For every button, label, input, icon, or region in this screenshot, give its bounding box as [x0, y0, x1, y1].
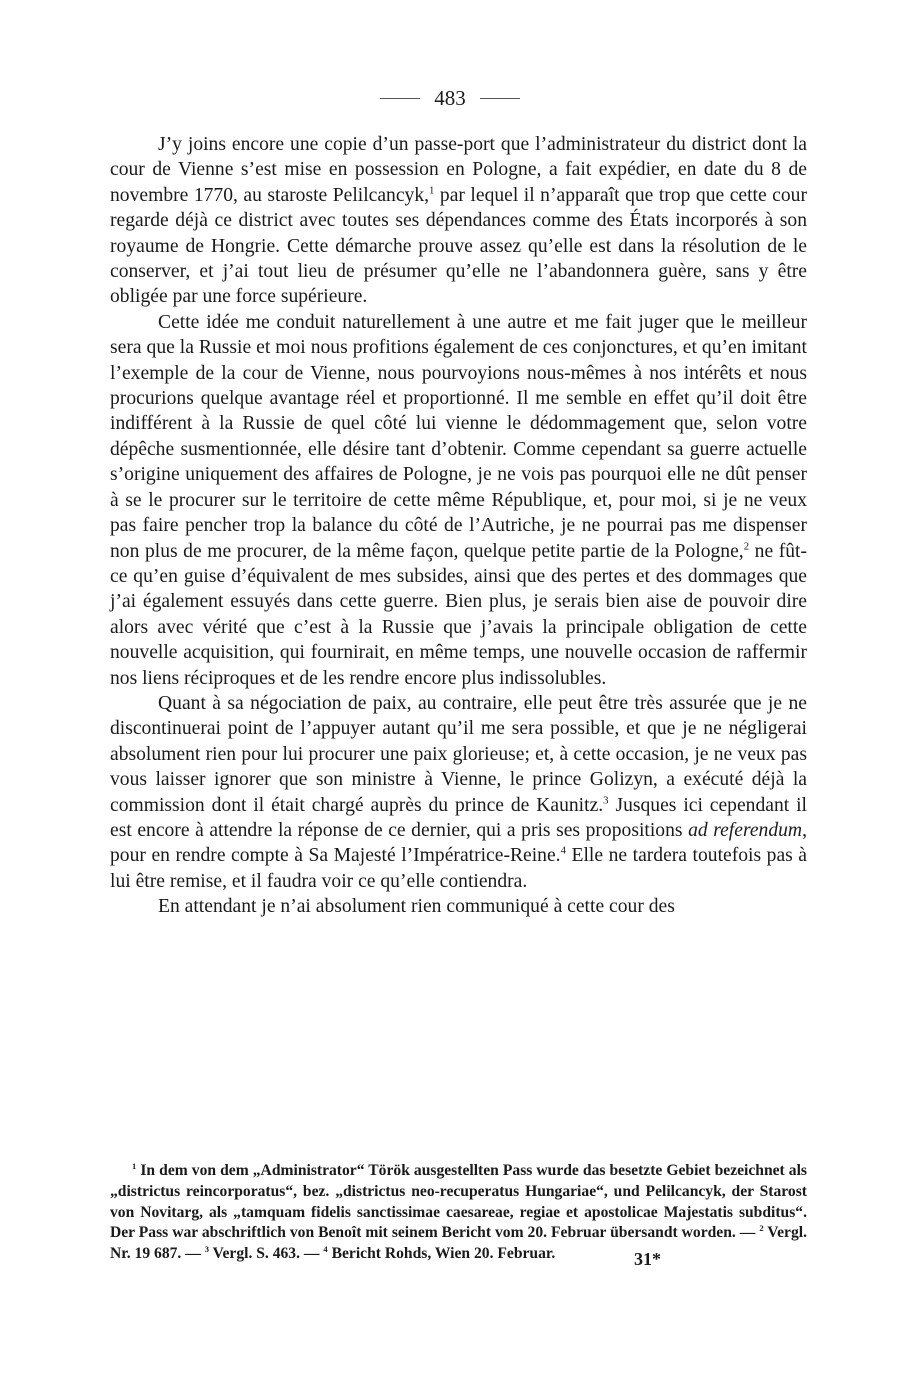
body-text [110, 132, 807, 920]
footnote-marker: 3 [204, 1244, 210, 1254]
text-run: En attendant je n’ai absolument rien communiqué à cette cour des [158, 896, 675, 918]
footnote-marker: 1 [132, 1160, 137, 1171]
text-run: J’y joins encore une copie d’un passe-port que l’administrateur du district dont la cour de Vienne s’est mise en possession en Pologne, a fait expédier, en date du 8 de novembre 1770, au staroste Pelilcancyk, [110, 134, 807, 206]
text-run: par lequel il n’apparaît que trop que cette cour regarde déjà ce district avec toutes ses dépendances comme des États incorporés à son royaume de Hongrie. Cette démarche prouve assez qu’elle est dans la résolution de le conserver, et j’ai tout lieu de présumer qu’elle ne l’abandonnera guère, sans y être obligée par une force supérieure. [110, 184, 807, 308]
footnote-marker: 1 [429, 184, 435, 197]
text-run: Vergl. Nr. 19 687. — [110, 1224, 807, 1263]
text-run: Quant à sa négociation de paix, au contraire, elle peut être très assurée que je ne discontinuerai point de l’appuyer autant qu’il me sera possible, et que je ne négligerai absolument rien pour lui procurer une paix glorieuse; et, à cette occasion, je ne veux pas vous laisser ignorer que son ministre à Vienne, le prince Golizyn, a exécuté déjà la commission dont il était chargé auprès du prince de Kaunitz. [110, 692, 807, 816]
italic-phrase: ad referendum [688, 819, 803, 841]
paragraph [110, 691, 807, 894]
footnote-marker: 3 [603, 794, 609, 807]
right-rule [480, 98, 520, 99]
text-run: Elle ne tardera toutefois pas à lui être remise, et il faudra voir ce qu’elle contiendra. [110, 845, 807, 892]
page-number: 483 [434, 86, 466, 110]
text-run: Vergl. S. 463. — [209, 1245, 324, 1263]
footnote-marker: 4 [560, 844, 566, 857]
text-run: Cette idée me conduit naturellement à une autre et me fait juger que le meilleur sera que la Russie et moi nous profitions également de ces conjonctures, et qu’en imitant l’exemple de la cour de Vienne, nous pourvoyions nous-mêmes à nos intérêts et nous procurions quelque avantage réel et proportionné. Il me semble en effet qu’il doit être indifférent à la Russie de quel côté lui vienne le dédommagement que, selon votre dépêche susmentionnée, elle désire tant d’obtenir. Comme cependant sa guerre actuelle s’origine uniquement des affaires de Pologne, je ne vois pas pourquoi elle ne dût penser à se le procurer sur le territoire de cette même République, et, pour moi, si je ne veux pas faire pencher trop la balance du côté de l’Autriche, je ne pourrai pas me dispenser non plus de me procurer, de la même façon, quelque petite partie de la Pologne, [110, 311, 807, 562]
text-run: Bericht Rohds, Wien 20. Februar. [327, 1245, 556, 1263]
text-run: Jusques ici cependant il est encore à attendre la réponse de ce dernier, qui a pris ses propositions [110, 794, 807, 841]
footnote-marker: 2 [759, 1223, 764, 1234]
footnote-paragraph [110, 1161, 807, 1265]
paragraph [110, 894, 807, 919]
footnote-marker: 2 [743, 539, 750, 552]
paragraph [110, 132, 807, 310]
text-run: , pour en rendre compte à Sa Majesté l’Impératrice-Reine. [110, 819, 807, 867]
text-run: ne fût-ce qu’en guise d’équivalent de mes subsides, ainsi que des pertes et des dommages que j’ai également essuyés dans cette guerre. Bien plus, je serais bien aise de pouvoir dire alors avec vérité que c’est à la Russie que j’avais la principale obligation de cette nouvelle acquisition, qui fournirait, en même temps, une nouvelle occasion de raffermir nos liens réciproques et de les rendre encore plus indissolubles. [110, 540, 807, 689]
paragraph [110, 310, 807, 691]
page-number-header [0, 86, 900, 111]
left-rule [380, 98, 420, 99]
text-run: In dem von dem „Administrator“ Török ausgestellten Pass wurde das besetzte Gebiet bezeichnet als „districtus reincorporatus“, bez. „districtus neo-recuperatus Hungariae“, und Pelilcancyk, der Starost von Novitarg, als „tamquam fidelis sanctissimae caesareae, regiae et apostolicae Majestatis subditus“. Der Pass war abschriftlich von Benoît mit seinem Bericht vom 20. Februar übersandt worden. — [110, 1162, 807, 1242]
footnote-marker: 4 [323, 1244, 328, 1254]
footnotes [110, 1161, 807, 1265]
signature-mark: 31* [634, 1249, 661, 1269]
